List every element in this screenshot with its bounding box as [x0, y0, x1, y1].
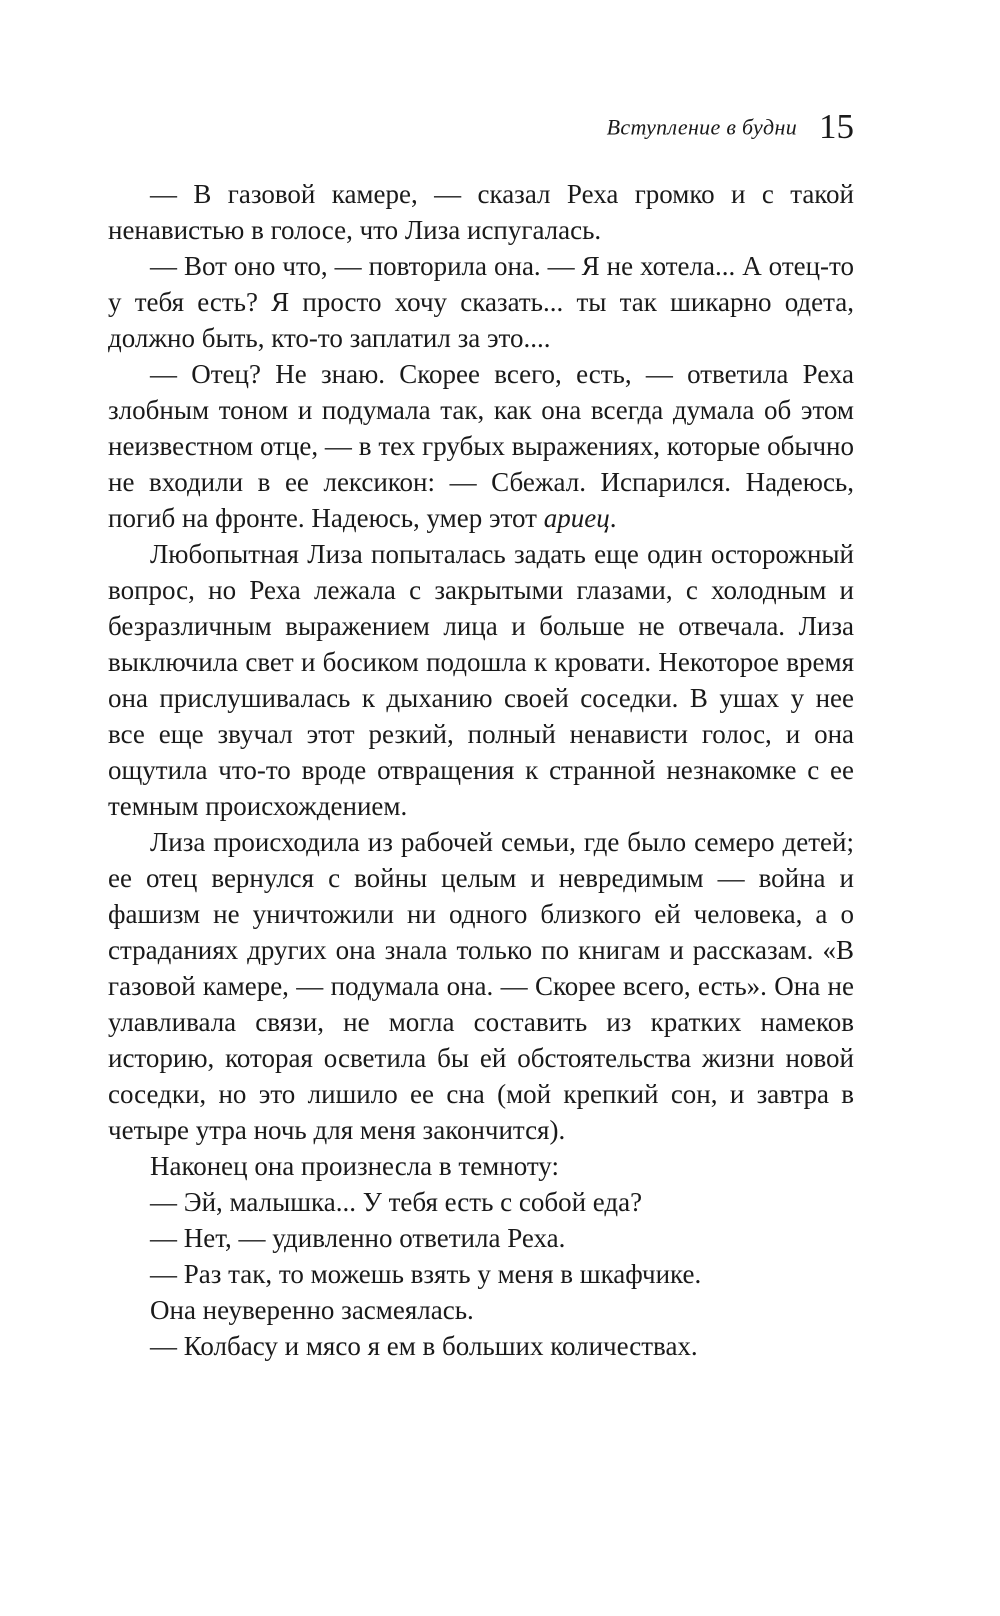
paragraph-9: — Раз так, то можешь взять у меня в шкафчике. — [150, 1259, 702, 1289]
paragraph-3-text: — Отец? Не знаю. Скорее всего, есть, — ответила Реха злобным тоном и подумала так, как она всегда думала об этом неизвестном отце, — в тех грубых выражениях, которые обычно не входили в ее лексикон: — Сбежал. Испарился. Надеюсь, погиб на фронте. Надеюсь, умер этот — [108, 359, 854, 533]
paragraph-2: — Вот оно что, — повторила она. — Я не хотела... А отец-то у тебя есть? Я просто хочу сказать... ты так шикарно одета, должно быть, кто-то заплатил за это.... — [108, 251, 854, 353]
paragraph-11: — Колбасу и мясо я ем в больших количествах. — [150, 1331, 698, 1361]
paragraph-4: Любопытная Лиза попыталась задать еще один осторожный вопрос, но Реха лежала с закрытыми глазами, с холодным и безразличным выражением лица и больше не отвечала. Лиза выключила свет и босиком подошла к кровати. Некоторое время она прислушивалась к дыханию своей соседки. В ушах у нее все еще звучал этот резкий, полный ненависти голос, и она ощутила что-то вроде отвращения к странной незнакомке с ее темным происхождением. — [108, 539, 854, 821]
paragraph-1: — В газовой камере, — сказал Реха громко и с такой ненавистью в голосе, что Лиза испугалась. — [108, 179, 854, 245]
paragraph-3-end: . — [609, 503, 617, 533]
paragraph-10: Она неуверенно засмеялась. — [150, 1295, 474, 1325]
body-text — [108, 176, 854, 1364]
running-header — [108, 104, 854, 150]
running-title: Вступление в будни — [606, 114, 797, 140]
paragraph-8: — Нет, — удивленно ответила Реха. — [150, 1223, 566, 1253]
paragraph-3-italic-word: ариец — [543, 503, 610, 533]
page-number: 15 — [819, 107, 854, 147]
paragraph-7: — Эй, малышка... У тебя есть с собой еда? — [150, 1187, 643, 1217]
paragraph-5: Лиза происходила из рабочей семьи, где было семеро детей; ее отец вернулся с войны целым и невредимым — война и фашизм не уничтожили ни одного близкого ей человека, а о страданиях других она знала только по книгам и рассказам. «В газовой камере, — подумала она. — Скорее всего, есть». Она не улавливала связи, не могла составить из кратких намеков историю, которая осветила бы ей обстоятельства жизни новой соседки, но это лишило ее сна (мой крепкий сон, и завтра в четыре утра ночь для меня закончится). — [108, 827, 854, 1145]
paragraph-3 — [108, 356, 854, 536]
paragraph-6: Наконец она произнесла в темноту: — [150, 1151, 559, 1181]
